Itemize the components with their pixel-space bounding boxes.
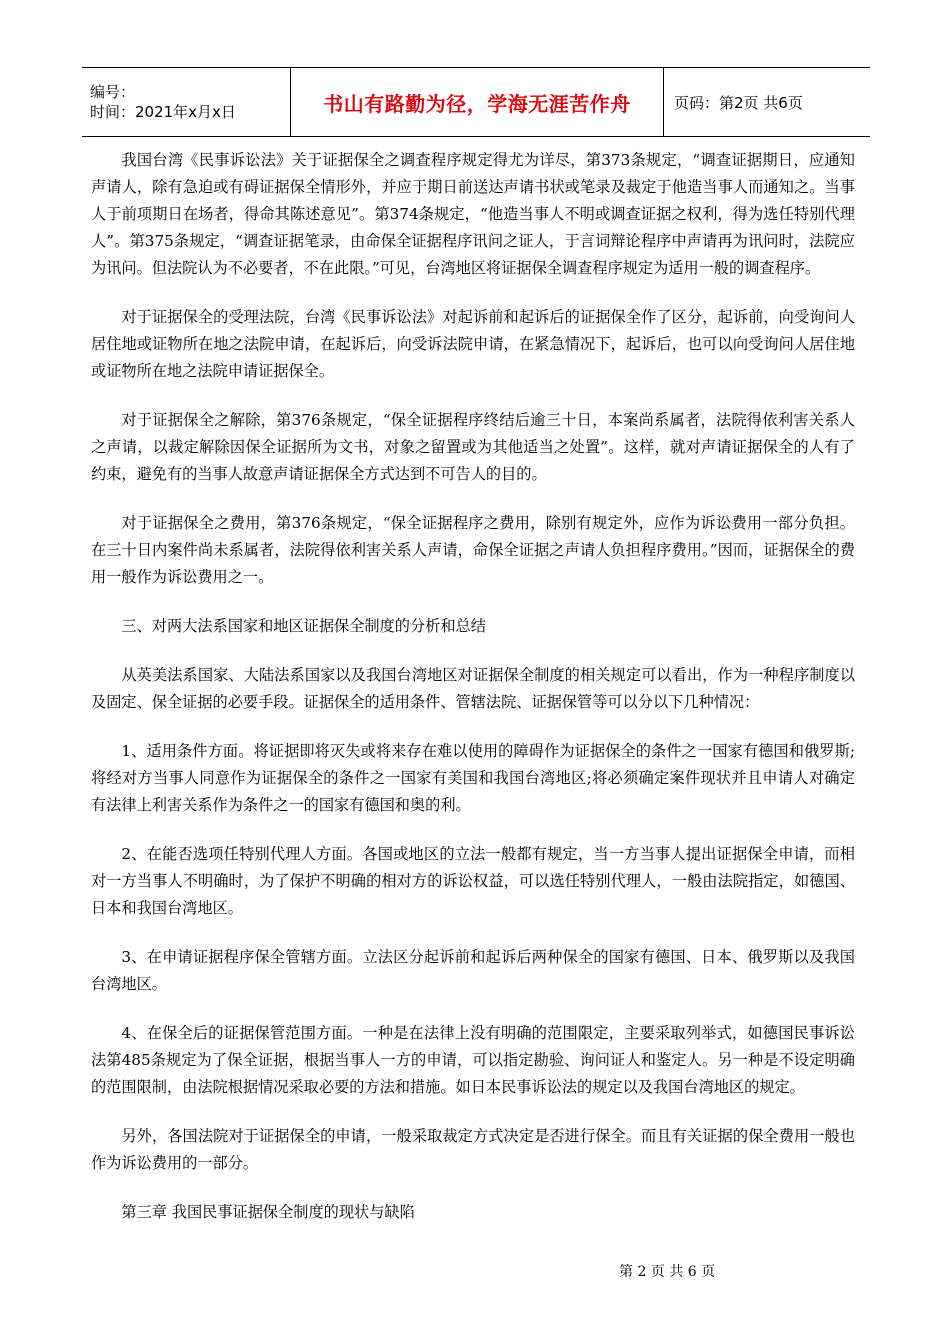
header-meta	[82, 68, 291, 136]
document-body	[91, 147, 855, 1248]
document-date-label: 时间：2021年x月x日	[90, 103, 236, 121]
paragraph: 对于证据保全的受理法院，台湾《民事诉讼法》对起诉前和起诉后的证据保全作了区分，起诉前，向受询问人居住地或证物所在地之法院申请，在起诉后，向受诉法院申请，在紧急情况下，起诉后，也可以向受询问人居住地或证物所在地之法院申请证据保全。	[91, 308, 855, 380]
page-footer: 第 2 页 共 6 页	[619, 1264, 716, 1280]
paragraph: 1、适用条件方面。将证据即将灭失或将来存在难以使用的障碍作为证据保全的条件之一国家有德国和俄罗斯;将经对方当事人同意作为证据保全的条件之一国家有美国和我国台湾地区;将必须确定案件现状并且申请人对确定有法律上利害关系作为条件之一的国家有德国和奥的利。	[91, 742, 855, 814]
page-header	[82, 67, 870, 137]
header-motto: 书山有路勤为径，学海无涯苦作舟	[323, 91, 631, 116]
header-motto-cell	[291, 68, 664, 136]
header-page-cell	[664, 68, 870, 136]
paragraph: 另外，各国法院对于证据保全的申请，一般采取裁定方式决定是否进行保全。而且有关证据的保全费用一般也作为诉讼费用的一部分。	[91, 1127, 855, 1172]
section-heading: 三、对两大法系国家和地区证据保全制度的分析和总结	[121, 617, 486, 635]
paragraph: 3、在申请证据程序保全管辖方面。立法区分起诉前和起诉后两种保全的国家有德国、日本、俄罗斯以及我国台湾地区。	[91, 948, 855, 993]
chapter-heading: 第三章 我国民事证据保全制度的现状与缺陷	[121, 1203, 415, 1221]
paragraph: 对于证据保全之解除，第376条规定，“保全证据程序终结后逾三十日，本案尚系属者，法院得依利害关系人之声请，以裁定解除因保全证据所为文书，对象之留置或为其他适当之处置”。这样，就对声请证据保全的人有了约束，避免有的当事人故意声请证据保全方式达到不可告人的目的。	[91, 411, 855, 483]
header-page-number: 页码：第2页 共6页	[674, 93, 803, 112]
paragraph: 我国台湾《民事诉讼法》关于证据保全之调查程序规定得尤为详尽，第373条规定，“调查证据期日，应通知声请人，除有急迫或有碍证据保全情形外，并应于期日前送达声请书状或笔录及裁定于他造当事人而通知之。当事人于前项期日在场者，得命其陈述意见”。第374条规定，“他造当事人不明或调查证据之权利，得为选任特别代理人”。第375条规定，“调查证据笔录，由命保全证据程序讯问之证人，于言词辩论程序中声请再为讯问时，法院应为讯问。但法院认为不必要者，不在此限。”可见，台湾地区将证据保全调查程序规定为适用一般的调查程序。	[91, 151, 855, 277]
paragraph: 对于证据保全之费用，第376条规定，“保全证据程序之费用，除别有规定外，应作为诉讼费用一部分负担。在三十日内案件尚未系属者，法院得依利害关系人声请，命保全证据之声请人负担程序费用。”因而，证据保全的费用一般作为诉讼费用之一。	[91, 514, 855, 586]
paragraph: 2、在能否选项任特别代理人方面。各国或地区的立法一般都有规定，当一方当事人提出证据保全申请，而相对一方当事人不明确时，为了保护不明确的相对方的诉讼权益，可以选任特别代理人，一般由法院指定，如德国、日本和我国台湾地区。	[91, 845, 855, 917]
paragraph: 4、在保全后的证据保管范围方面。一种是在法律上没有明确的范围限定，主要采取列举式，如德国民事诉讼法第485条规定为了保全证据，根据当事人一方的申请，可以指定勘验、询问证人和鉴定人。另一种是不设定明确的范围限制，由法院根据情况采取必要的方法和措施。如日本民事诉讼法的规定以及我国台湾地区的规定。	[91, 1024, 855, 1096]
document-number-label: 编号：	[90, 83, 136, 101]
paragraph: 从英美法系国家、大陆法系国家以及我国台湾地区对证据保全制度的相关规定可以看出，作为一种程序制度以及固定、保全证据的必要手段。证据保全的适用条件、管辖法院、证据保管等可以分以下几种情况：	[91, 666, 855, 711]
